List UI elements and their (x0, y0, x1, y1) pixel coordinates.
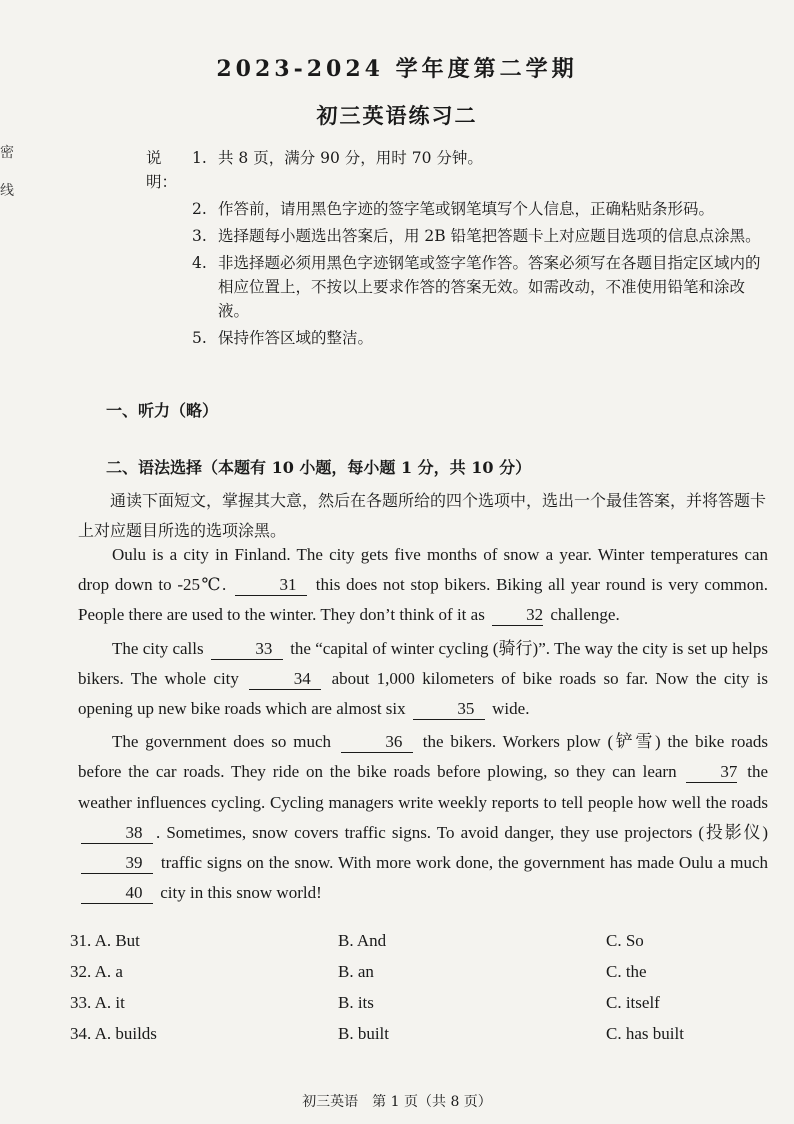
option-a: A. it (94, 992, 125, 1012)
instruction-number: 5. (192, 329, 207, 347)
question-number: 32. (70, 961, 92, 981)
passage-paragraph: The government does so much 36 the bikers. Workers plow (铲雪) the bike roads before the car roads. They ride on the bike roads before plowing, so they can learn 37 the weather influences cycling. Cycling managers write weekly reports to tell people how well the roads 38 . Sometimes, snow covers traffic signs. To avoid danger, they use projectors (投影仪) 39 traffic signs on the snow. With more work done, the government has made Oulu a much 40 city in this snow world! (78, 732, 769, 903)
blank-35: 35 (413, 699, 485, 720)
instruction-number: 2. (192, 200, 207, 218)
blank-37: 37 (686, 762, 737, 783)
reading-passage (78, 540, 768, 911)
instruction-item (146, 251, 771, 323)
blank-39: 39 (81, 853, 153, 874)
blank-33: 33 (211, 639, 283, 660)
section-listening-heading: 一、听力（略） (106, 401, 219, 420)
option-c: C. has built (606, 1023, 684, 1043)
option-c: C. itself (606, 992, 660, 1012)
exam-title: 2023-2024 学年度第二学期 (216, 56, 578, 82)
option-a: A. builds (94, 1023, 157, 1043)
question-number: 34. (70, 1023, 92, 1043)
section-grammar-heading: 二、语法选择（本题有 10 小题，每小题 1 分，共 10 分） (106, 458, 532, 477)
instruction-item (146, 326, 771, 350)
option-row (70, 1018, 760, 1049)
instruction-text: 共 8 页，满分 90 分，用时 70 分钟。 (218, 149, 483, 167)
instruction-text: 保持作答区域的整洁。 (218, 329, 374, 347)
question-number: 33. (70, 992, 92, 1012)
option-row (70, 987, 760, 1018)
instruction-item (146, 197, 771, 221)
instruction-item (146, 224, 771, 248)
question-number: 31. (70, 930, 92, 950)
margin-mark-top: 密 (0, 145, 14, 161)
exam-subtitle: 初三英语练习二 (316, 103, 478, 128)
passage-paragraph: Oulu is a city in Finland. The city gets five months of snow a year. Winter temperatures can drop down to -25℃. 31 this does not stop bikers. Biking all year round is very common. People there are used to the winter. They don’t think of it as 32 challenge. (78, 545, 769, 625)
option-a: A. But (94, 930, 140, 950)
blank-32: 32 (492, 605, 543, 626)
instruction-text: 非选择题必须用黑色字迹钢笔或签字笔作答。答案必须写在各题目指定区域内的相应位置上，不按以上要求作答的答案无效。如需改动，不准使用铅笔和涂改液。 (218, 254, 761, 320)
answer-options (70, 925, 760, 1049)
option-c: C. So (606, 930, 644, 950)
instructions (146, 146, 771, 353)
instruction-item (146, 146, 771, 194)
page-footer: 初三英语 第 1 页（共 8 页） (302, 1094, 492, 1110)
blank-34: 34 (249, 669, 321, 690)
option-row (70, 956, 760, 987)
margin-mark-bottom: 线 (0, 183, 14, 199)
section-instructions: 通读下面短文，掌握其大意，然后在各题所给的四个选项中，选出一个最佳答案，并将答题卡上对应题目所选的选项涂黑。 (78, 491, 767, 540)
option-b: B. built (338, 1023, 390, 1043)
instruction-text: 选择题每小题选出答案后，用 2B 铅笔把答题卡上对应题目选项的信息点涂黑。 (218, 227, 761, 245)
instruction-number: 4. (192, 254, 207, 272)
instructions-lead: 说明： (146, 149, 178, 191)
blank-40: 40 (81, 883, 153, 904)
instruction-number: 1. (192, 149, 207, 167)
option-c: C. the (606, 961, 647, 981)
blank-36: 36 (341, 732, 413, 753)
instruction-number: 3. (192, 227, 207, 245)
option-row (70, 925, 760, 956)
option-a: A. a (94, 961, 123, 981)
option-b: B. an (338, 961, 374, 981)
option-b: B. And (338, 930, 387, 950)
passage-paragraph: The city calls 33 the “capital of winter cycling (骑行)”. The way the city is set up helps bikers. The whole city 34 about 1,000 kilometers of bike roads so far. Now the city is opening up new bike roads which are almost six 35 wide. (78, 638, 769, 719)
option-b: B. its (338, 992, 374, 1012)
blank-38: 38 (81, 823, 153, 844)
instruction-text: 作答前，请用黑色字迹的签字笔或钢笔填写个人信息，正确粘贴条形码。 (218, 200, 715, 218)
blank-31: 31 (235, 575, 307, 596)
